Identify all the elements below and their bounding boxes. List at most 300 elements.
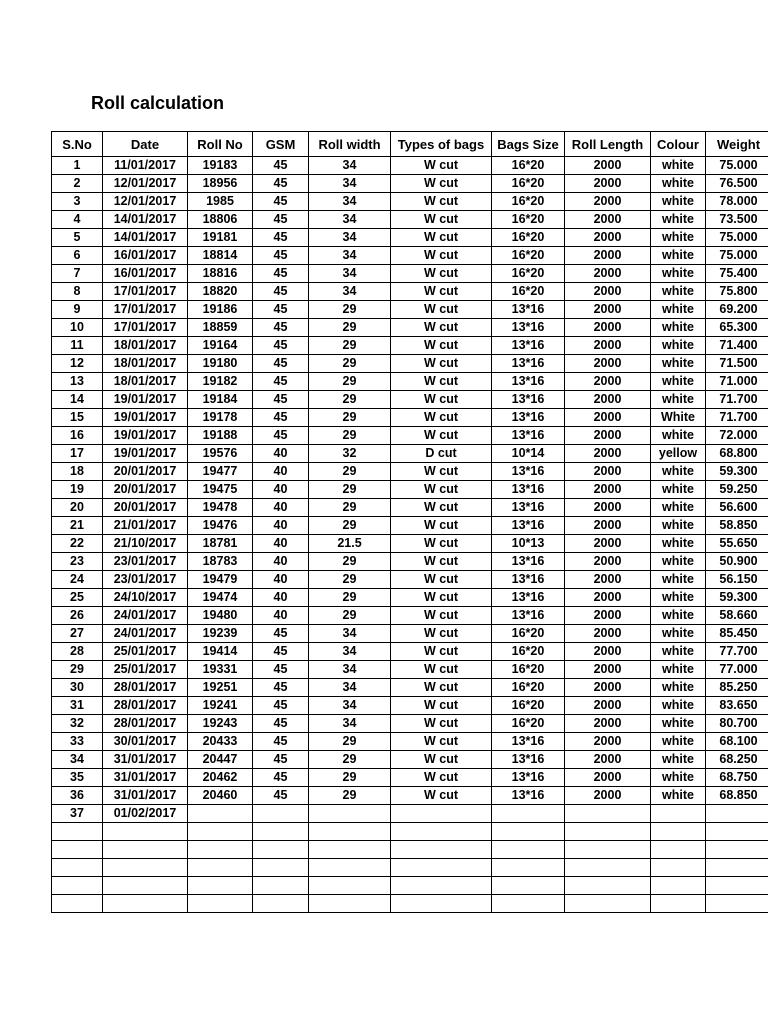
cell-gsm — [253, 877, 309, 895]
cell-date: 17/01/2017 — [103, 319, 188, 337]
cell-colour: white — [651, 283, 706, 301]
cell-roll-length: 2000 — [565, 715, 651, 733]
cell-bags-size — [492, 877, 565, 895]
cell-roll-length: 2000 — [565, 463, 651, 481]
cell-gsm: 45 — [253, 787, 309, 805]
cell-weight: 71.400 — [706, 337, 768, 355]
cell-sno: 32 — [52, 715, 103, 733]
cell-sno: 28 — [52, 643, 103, 661]
cell-types-of-bags: W cut — [391, 373, 492, 391]
cell-gsm: 45 — [253, 427, 309, 445]
cell-roll-no: 18859 — [188, 319, 253, 337]
cell-bags-size: 16*20 — [492, 679, 565, 697]
cell-roll-no: 19183 — [188, 157, 253, 175]
table-row — [52, 571, 768, 589]
cell-gsm: 40 — [253, 553, 309, 571]
cell-bags-size: 13*16 — [492, 355, 565, 373]
cell-gsm — [253, 859, 309, 877]
cell-types-of-bags: D cut — [391, 445, 492, 463]
cell-roll-no: 18820 — [188, 283, 253, 301]
cell-sno: 5 — [52, 229, 103, 247]
cell-roll-length — [565, 805, 651, 823]
cell-date: 23/01/2017 — [103, 553, 188, 571]
table-row — [52, 265, 768, 283]
cell-date: 25/01/2017 — [103, 643, 188, 661]
cell-date: 12/01/2017 — [103, 193, 188, 211]
cell-types-of-bags: W cut — [391, 517, 492, 535]
cell-date: 31/01/2017 — [103, 769, 188, 787]
cell-gsm: 45 — [253, 355, 309, 373]
cell-roll-width: 32 — [309, 445, 391, 463]
cell-types-of-bags: W cut — [391, 157, 492, 175]
cell-roll-width: 29 — [309, 337, 391, 355]
cell-roll-width: 29 — [309, 355, 391, 373]
cell-sno — [52, 895, 103, 913]
cell-colour: white — [651, 535, 706, 553]
table-row — [52, 337, 768, 355]
cell-weight — [706, 823, 768, 841]
cell-roll-length: 2000 — [565, 481, 651, 499]
cell-date: 28/01/2017 — [103, 679, 188, 697]
cell-roll-length — [565, 859, 651, 877]
cell-roll-width: 29 — [309, 589, 391, 607]
cell-colour: white — [651, 355, 706, 373]
cell-roll-width — [309, 877, 391, 895]
table-row — [52, 589, 768, 607]
cell-sno: 3 — [52, 193, 103, 211]
cell-types-of-bags: W cut — [391, 265, 492, 283]
cell-types-of-bags — [391, 877, 492, 895]
cell-roll-no: 19243 — [188, 715, 253, 733]
cell-roll-length: 2000 — [565, 625, 651, 643]
cell-roll-length: 2000 — [565, 283, 651, 301]
cell-gsm: 45 — [253, 265, 309, 283]
cell-bags-size: 13*16 — [492, 607, 565, 625]
cell-bags-size: 16*20 — [492, 229, 565, 247]
cell-gsm: 40 — [253, 517, 309, 535]
cell-sno: 30 — [52, 679, 103, 697]
cell-roll-no: 19476 — [188, 517, 253, 535]
cell-sno: 7 — [52, 265, 103, 283]
cell-roll-width: 34 — [309, 265, 391, 283]
table-row — [52, 787, 768, 805]
cell-roll-width: 29 — [309, 427, 391, 445]
table-row — [52, 211, 768, 229]
cell-gsm: 40 — [253, 463, 309, 481]
cell-colour: white — [651, 391, 706, 409]
cell-types-of-bags: W cut — [391, 355, 492, 373]
cell-bags-size: 13*16 — [492, 769, 565, 787]
cell-bags-size: 16*20 — [492, 211, 565, 229]
cell-date: 21/10/2017 — [103, 535, 188, 553]
cell-gsm: 45 — [253, 769, 309, 787]
cell-date — [103, 895, 188, 913]
cell-roll-length: 2000 — [565, 265, 651, 283]
table-row — [52, 463, 768, 481]
cell-roll-no — [188, 841, 253, 859]
cell-types-of-bags: W cut — [391, 337, 492, 355]
cell-date: 30/01/2017 — [103, 733, 188, 751]
cell-roll-length: 2000 — [565, 157, 651, 175]
cell-sno: 14 — [52, 391, 103, 409]
cell-date: 28/01/2017 — [103, 697, 188, 715]
cell-date — [103, 841, 188, 859]
cell-weight: 59.250 — [706, 481, 768, 499]
cell-types-of-bags: W cut — [391, 211, 492, 229]
cell-bags-size — [492, 805, 565, 823]
cell-roll-length: 2000 — [565, 733, 651, 751]
cell-colour: white — [651, 589, 706, 607]
cell-roll-no: 19239 — [188, 625, 253, 643]
cell-date: 16/01/2017 — [103, 247, 188, 265]
cell-types-of-bags: W cut — [391, 193, 492, 211]
cell-roll-length: 2000 — [565, 769, 651, 787]
cell-sno — [52, 841, 103, 859]
cell-gsm: 45 — [253, 715, 309, 733]
column-header-roll-width: Roll width — [309, 132, 391, 157]
cell-types-of-bags: W cut — [391, 697, 492, 715]
cell-sno: 37 — [52, 805, 103, 823]
cell-bags-size: 13*16 — [492, 751, 565, 769]
cell-weight: 71.700 — [706, 391, 768, 409]
cell-roll-no: 18806 — [188, 211, 253, 229]
cell-colour: white — [651, 643, 706, 661]
cell-weight: 75.800 — [706, 283, 768, 301]
cell-types-of-bags: W cut — [391, 733, 492, 751]
cell-sno: 6 — [52, 247, 103, 265]
table-row — [52, 355, 768, 373]
cell-roll-length: 2000 — [565, 301, 651, 319]
cell-sno: 1 — [52, 157, 103, 175]
cell-types-of-bags: W cut — [391, 391, 492, 409]
table-row — [52, 193, 768, 211]
cell-sno: 16 — [52, 427, 103, 445]
cell-date: 20/01/2017 — [103, 463, 188, 481]
cell-roll-length: 2000 — [565, 445, 651, 463]
cell-roll-width: 29 — [309, 499, 391, 517]
cell-roll-width: 34 — [309, 661, 391, 679]
cell-colour: white — [651, 193, 706, 211]
cell-date: 18/01/2017 — [103, 337, 188, 355]
document-title: Roll calculation — [91, 93, 225, 113]
cell-roll-width: 29 — [309, 733, 391, 751]
cell-bags-size: 13*16 — [492, 571, 565, 589]
cell-bags-size: 13*16 — [492, 733, 565, 751]
cell-roll-length: 2000 — [565, 319, 651, 337]
cell-gsm: 45 — [253, 661, 309, 679]
cell-colour: white — [651, 211, 706, 229]
cell-roll-no: 19414 — [188, 643, 253, 661]
table-row — [52, 175, 768, 193]
cell-types-of-bags: W cut — [391, 229, 492, 247]
cell-colour: white — [651, 463, 706, 481]
cell-roll-width: 29 — [309, 481, 391, 499]
cell-weight: 59.300 — [706, 589, 768, 607]
cell-roll-width: 29 — [309, 463, 391, 481]
cell-roll-no: 19331 — [188, 661, 253, 679]
cell-colour: White — [651, 409, 706, 427]
cell-roll-length: 2000 — [565, 589, 651, 607]
cell-colour: white — [651, 319, 706, 337]
cell-colour: white — [651, 517, 706, 535]
cell-colour: white — [651, 697, 706, 715]
cell-roll-width: 29 — [309, 751, 391, 769]
cell-gsm: 40 — [253, 589, 309, 607]
cell-sno: 15 — [52, 409, 103, 427]
cell-sno: 31 — [52, 697, 103, 715]
cell-roll-length: 2000 — [565, 643, 651, 661]
cell-gsm: 45 — [253, 679, 309, 697]
table-row — [52, 823, 768, 841]
cell-gsm: 45 — [253, 625, 309, 643]
cell-sno: 21 — [52, 517, 103, 535]
cell-roll-no — [188, 859, 253, 877]
cell-roll-no: 19241 — [188, 697, 253, 715]
cell-roll-width: 29 — [309, 607, 391, 625]
cell-colour: white — [651, 247, 706, 265]
cell-gsm: 45 — [253, 643, 309, 661]
cell-colour: white — [651, 373, 706, 391]
cell-roll-no: 19182 — [188, 373, 253, 391]
table-row — [52, 229, 768, 247]
cell-date: 23/01/2017 — [103, 571, 188, 589]
cell-weight: 85.450 — [706, 625, 768, 643]
cell-roll-length: 2000 — [565, 679, 651, 697]
cell-sno: 29 — [52, 661, 103, 679]
cell-weight: 78.000 — [706, 193, 768, 211]
cell-roll-no: 20447 — [188, 751, 253, 769]
cell-types-of-bags: W cut — [391, 283, 492, 301]
cell-roll-width: 29 — [309, 301, 391, 319]
cell-weight: 71.000 — [706, 373, 768, 391]
column-header-weight: Weight — [706, 132, 768, 157]
cell-date — [103, 877, 188, 895]
cell-roll-no: 19181 — [188, 229, 253, 247]
cell-roll-width: 21.5 — [309, 535, 391, 553]
cell-date: 01/02/2017 — [103, 805, 188, 823]
table-row — [52, 427, 768, 445]
cell-sno: 13 — [52, 373, 103, 391]
cell-date: 19/01/2017 — [103, 427, 188, 445]
cell-roll-width: 34 — [309, 193, 391, 211]
cell-roll-width: 29 — [309, 517, 391, 535]
cell-weight: 56.600 — [706, 499, 768, 517]
cell-gsm: 40 — [253, 445, 309, 463]
cell-roll-length: 2000 — [565, 391, 651, 409]
cell-gsm: 45 — [253, 409, 309, 427]
table-row — [52, 859, 768, 877]
cell-date: 20/01/2017 — [103, 481, 188, 499]
cell-bags-size: 10*13 — [492, 535, 565, 553]
cell-gsm: 40 — [253, 481, 309, 499]
table-row — [52, 301, 768, 319]
cell-gsm — [253, 895, 309, 913]
cell-weight: 68.800 — [706, 445, 768, 463]
cell-date: 11/01/2017 — [103, 157, 188, 175]
cell-types-of-bags: W cut — [391, 571, 492, 589]
cell-colour: white — [651, 481, 706, 499]
cell-roll-width — [309, 859, 391, 877]
cell-gsm: 45 — [253, 175, 309, 193]
cell-colour: white — [651, 553, 706, 571]
cell-types-of-bags: W cut — [391, 715, 492, 733]
cell-roll-length — [565, 895, 651, 913]
cell-weight: 68.850 — [706, 787, 768, 805]
cell-date: 16/01/2017 — [103, 265, 188, 283]
cell-sno: 17 — [52, 445, 103, 463]
cell-types-of-bags: W cut — [391, 751, 492, 769]
cell-roll-no: 18783 — [188, 553, 253, 571]
table-body — [52, 157, 768, 913]
cell-roll-width: 34 — [309, 175, 391, 193]
cell-roll-width: 29 — [309, 571, 391, 589]
cell-types-of-bags: W cut — [391, 607, 492, 625]
cell-colour — [651, 805, 706, 823]
table-row — [52, 445, 768, 463]
cell-roll-no: 19164 — [188, 337, 253, 355]
cell-gsm: 40 — [253, 571, 309, 589]
cell-weight — [706, 895, 768, 913]
cell-roll-width: 34 — [309, 157, 391, 175]
cell-roll-no: 18781 — [188, 535, 253, 553]
cell-roll-length: 2000 — [565, 607, 651, 625]
cell-roll-width: 29 — [309, 319, 391, 337]
cell-date: 19/01/2017 — [103, 391, 188, 409]
cell-roll-length: 2000 — [565, 247, 651, 265]
cell-sno: 34 — [52, 751, 103, 769]
table-row — [52, 643, 768, 661]
cell-gsm: 45 — [253, 157, 309, 175]
cell-weight: 68.750 — [706, 769, 768, 787]
cell-colour: white — [651, 175, 706, 193]
cell-types-of-bags: W cut — [391, 661, 492, 679]
cell-weight: 75.400 — [706, 265, 768, 283]
table-row — [52, 409, 768, 427]
cell-roll-length — [565, 823, 651, 841]
cell-roll-width — [309, 823, 391, 841]
cell-sno: 11 — [52, 337, 103, 355]
table-row — [52, 661, 768, 679]
cell-roll-no: 19251 — [188, 679, 253, 697]
cell-colour: white — [651, 301, 706, 319]
table-row — [52, 517, 768, 535]
cell-roll-width: 34 — [309, 715, 391, 733]
cell-colour — [651, 859, 706, 877]
cell-bags-size — [492, 841, 565, 859]
cell-colour: white — [651, 427, 706, 445]
cell-roll-width: 29 — [309, 787, 391, 805]
column-header-date: Date — [103, 132, 188, 157]
cell-bags-size: 16*20 — [492, 625, 565, 643]
cell-types-of-bags: W cut — [391, 463, 492, 481]
table-header-row — [52, 132, 768, 157]
table-row — [52, 247, 768, 265]
cell-roll-length: 2000 — [565, 193, 651, 211]
table-row — [52, 625, 768, 643]
cell-sno: 24 — [52, 571, 103, 589]
table-row — [52, 283, 768, 301]
table-row — [52, 679, 768, 697]
cell-bags-size: 13*16 — [492, 373, 565, 391]
cell-colour: white — [651, 625, 706, 643]
cell-roll-length: 2000 — [565, 175, 651, 193]
cell-date: 19/01/2017 — [103, 409, 188, 427]
table-row — [52, 553, 768, 571]
cell-types-of-bags: W cut — [391, 553, 492, 571]
cell-bags-size: 16*20 — [492, 697, 565, 715]
table-row — [52, 481, 768, 499]
cell-sno: 27 — [52, 625, 103, 643]
cell-date: 31/01/2017 — [103, 751, 188, 769]
column-header-roll-no: Roll No — [188, 132, 253, 157]
table-row — [52, 697, 768, 715]
cell-weight: 77.700 — [706, 643, 768, 661]
cell-date: 24/01/2017 — [103, 607, 188, 625]
cell-roll-no: 1985 — [188, 193, 253, 211]
cell-gsm: 45 — [253, 337, 309, 355]
cell-bags-size: 13*16 — [492, 427, 565, 445]
cell-colour — [651, 895, 706, 913]
cell-sno: 8 — [52, 283, 103, 301]
cell-roll-no: 18814 — [188, 247, 253, 265]
cell-bags-size: 13*16 — [492, 589, 565, 607]
cell-roll-no: 18816 — [188, 265, 253, 283]
cell-roll-no: 18956 — [188, 175, 253, 193]
cell-bags-size: 13*16 — [492, 301, 565, 319]
cell-colour: white — [651, 715, 706, 733]
cell-date: 18/01/2017 — [103, 373, 188, 391]
cell-roll-no: 19479 — [188, 571, 253, 589]
cell-colour: white — [651, 787, 706, 805]
cell-types-of-bags: W cut — [391, 409, 492, 427]
cell-gsm: 45 — [253, 751, 309, 769]
cell-colour: white — [651, 229, 706, 247]
cell-weight: 83.650 — [706, 697, 768, 715]
column-header-bags-size: Bags Size — [492, 132, 565, 157]
cell-bags-size: 13*16 — [492, 517, 565, 535]
cell-roll-length — [565, 841, 651, 859]
cell-colour: white — [651, 265, 706, 283]
cell-weight — [706, 877, 768, 895]
column-header-sno: S.No — [52, 132, 103, 157]
cell-date: 28/01/2017 — [103, 715, 188, 733]
cell-date: 19/01/2017 — [103, 445, 188, 463]
cell-roll-length: 2000 — [565, 751, 651, 769]
cell-date: 31/01/2017 — [103, 787, 188, 805]
cell-bags-size: 16*20 — [492, 157, 565, 175]
cell-roll-length: 2000 — [565, 787, 651, 805]
cell-roll-length: 2000 — [565, 337, 651, 355]
table-row — [52, 841, 768, 859]
cell-sno: 25 — [52, 589, 103, 607]
cell-colour: yellow — [651, 445, 706, 463]
cell-sno — [52, 823, 103, 841]
table-row — [52, 373, 768, 391]
cell-bags-size: 13*16 — [492, 463, 565, 481]
cell-date: 17/01/2017 — [103, 283, 188, 301]
cell-roll-length: 2000 — [565, 571, 651, 589]
cell-roll-no — [188, 877, 253, 895]
cell-types-of-bags: W cut — [391, 589, 492, 607]
cell-bags-size: 13*16 — [492, 391, 565, 409]
cell-roll-no: 19477 — [188, 463, 253, 481]
cell-colour — [651, 841, 706, 859]
cell-gsm: 45 — [253, 697, 309, 715]
cell-date: 20/01/2017 — [103, 499, 188, 517]
cell-sno: 23 — [52, 553, 103, 571]
table-row — [52, 733, 768, 751]
cell-roll-width: 29 — [309, 769, 391, 787]
